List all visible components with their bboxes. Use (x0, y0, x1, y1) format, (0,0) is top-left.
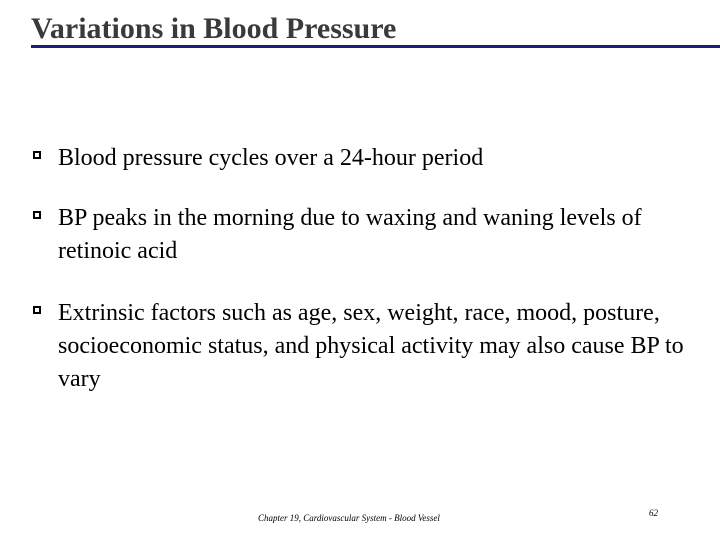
bullet-item (33, 142, 693, 175)
bullet-text: BP peaks in the morning due to waxing and waning levels of retinoic acid (58, 205, 642, 264)
footer-chapter-text: Chapter 19, Cardiovascular System - Blood Vessel (258, 513, 440, 523)
bullet-item (33, 202, 693, 268)
bullet-item (33, 297, 693, 396)
title-underline (31, 45, 720, 48)
square-bullet-icon (33, 211, 41, 219)
square-bullet-icon (33, 151, 41, 159)
bullet-text: Blood pressure cycles over a 24-hour period (58, 145, 484, 171)
page-number: 62 (649, 508, 658, 518)
bullet-text: Extrinsic factors such as age, sex, weight, race, mood, posture, socioeconomic status, and physical activity may also cause BP to vary (58, 300, 684, 392)
square-bullet-icon (33, 306, 41, 314)
slide-title: Variations in Blood Pressure (31, 12, 397, 45)
